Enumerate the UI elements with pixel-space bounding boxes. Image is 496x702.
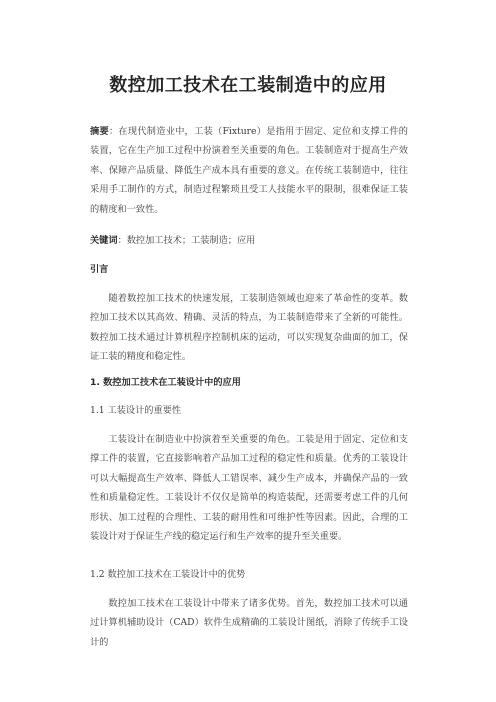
keywords-label: 关键词 bbox=[90, 235, 118, 246]
section-1-2-heading: 1.2 数控加工技术在工装设计中的优势 bbox=[90, 569, 246, 580]
intro-heading: 引言 bbox=[90, 264, 109, 275]
abstract-label: 摘要 bbox=[90, 126, 109, 137]
section-1-heading: 1. 数控加工技术在工装设计中的应用 bbox=[90, 377, 241, 388]
page-title: 数控加工技术在工装制造中的应用 bbox=[109, 75, 387, 96]
section-1-1-heading: 1.1 工装设计的重要性 bbox=[90, 405, 182, 416]
abstract-text: ：在现代制造业中，工装（Fixture）是指用于固定、定位和支撑工件的装置，它在生产加工过程中扮演着至关重要的角色。工装制造对于提高生产效率、保障产品质量、降低生产成本具有重要的意义。在传统工装制造中，往往采用手工制作的方式，制造过程繁琐且受工人技能水平的限制，很难保证工装的精度和一致性。 bbox=[90, 126, 408, 215]
section-1-1-paragraph: 工装设计在制造业中扮演着至关重要的角色。工装是用于固定、定位和支撑工件的装置，它直接影响着产品加工过程的稳定性和质量。优秀的工装设计可以大幅提高生产效率、降低人工错误率、减少生产成本，并确保产品的一致性和质量稳定性。工装设计不仅仅是简单的构造装配，还需要考虑工件的几何形状、加工过程的合理性、工装的耐用性和可维护性等因素。因此，合理的工装设计对于保证生产线的稳定运行和生产效率的提升至关重要。 bbox=[90, 434, 408, 543]
intro-paragraph: 随着数控加工技术的快速发展，工装制造领域也迎来了革命性的变革。数控加工技术以其高效、精确、灵活的特点，为工装制造带来了全新的可能性。数控加工技术通过计算机程序控制机床的运动，可以实现复杂曲面的加工，保证工装的精度和稳定性。 bbox=[90, 293, 408, 363]
keywords-paragraph bbox=[90, 231, 408, 250]
keywords-text: ：数控加工技术；工装制造；应用 bbox=[117, 235, 256, 246]
abstract-paragraph bbox=[90, 122, 408, 219]
section-1-2-paragraph: 数控加工技术在工装设计中带来了诸多优势。首先，数控加工技术可以通过计算机辅助设计（CAD）软件生成精确的工装设计图纸，消除了传统手工设计的 bbox=[90, 598, 408, 648]
